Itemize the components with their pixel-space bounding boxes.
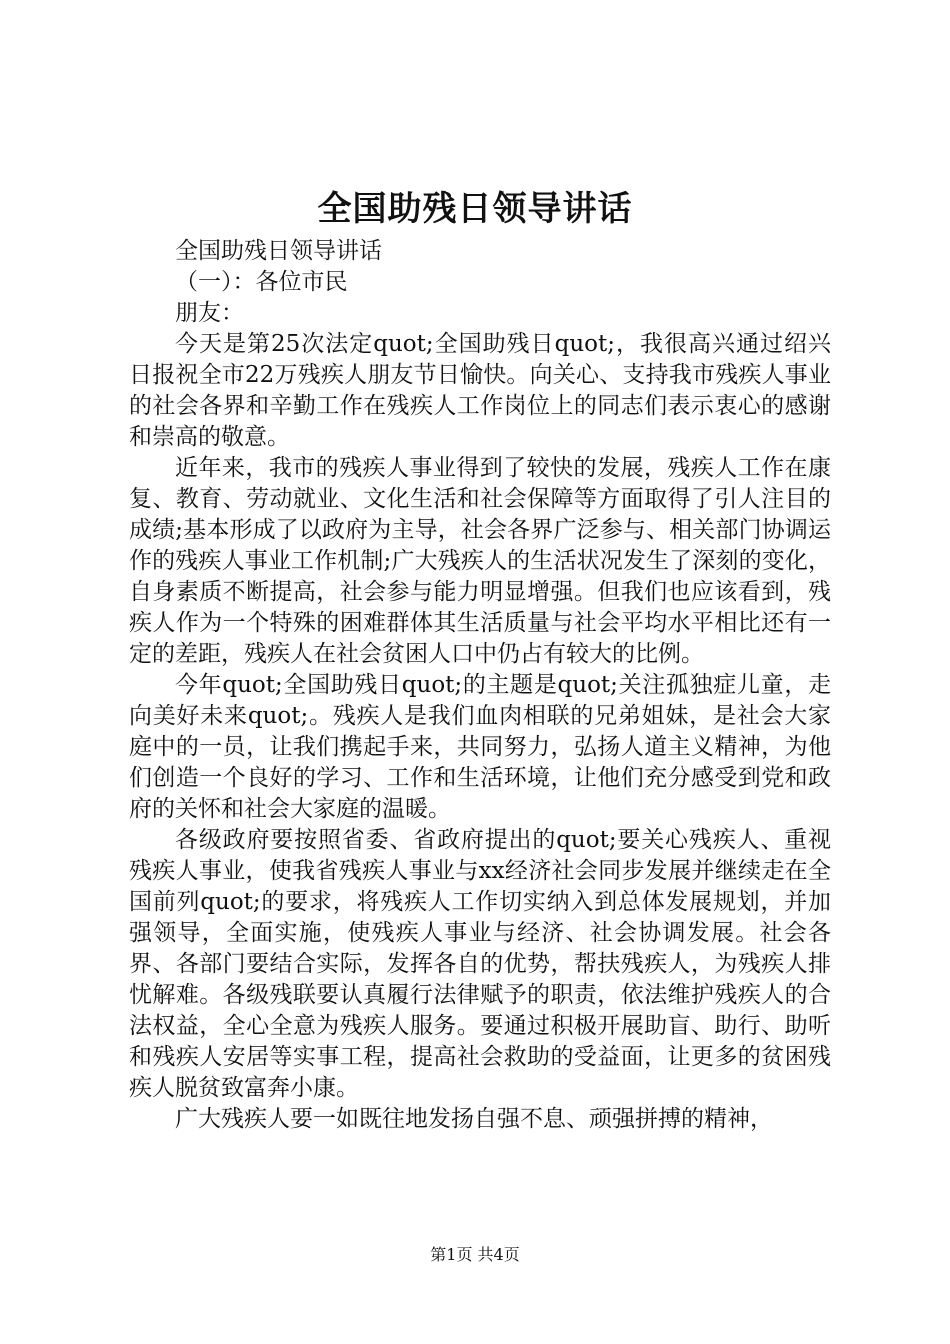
paragraph: 今年quot;全国助残日quot;的主题是quot;关注孤独症儿童，走向美好未来quot;。残疾人是我们血肉相联的兄弟姐妹，是社会大家庭中的一员，让我们携起手来，共同努力，弘扬人道主义精神，为他们创造一个良好的学习、工作和生活环境，让他们充分感受到党和政府的关怀和社会大家庭的温暖。 <box>129 672 831 822</box>
paragraph: （一）：各位市民 <box>175 269 348 295</box>
document-body <box>129 236 831 1135</box>
paragraph: 近年来，我市的残疾人事业得到了较快的发展，残疾人工作在康复、教育、劳动就业、文化生活和社会保障等方面取得了引人注目的成绩;基本形成了以政府为主导，社会各界广泛参与、相关部门协调运作的残疾人事业工作机制;广大残疾人的生活状况发生了深刻的变化，自身素质不断提高，社会参与能力明显增强。但我们也应该看到，残疾人作为一个特殊的困难群体其生活质量与社会平均水平相比还有一定的差距，残疾人在社会贫困人口中仍占有较大的比例。 <box>129 455 831 667</box>
page-number-footer: 第1页 共4页 <box>430 1245 520 1264</box>
paragraph: 广大残疾人要一如既往地发扬自强不息、顽强拼搏的精神， <box>175 1106 773 1132</box>
paragraph: 今天是第25次法定quot;全国助残日quot;，我很高兴通过绍兴日报祝全市22万残疾人朋友节日愉快。向关心、支持我市残疾人事业的社会各界和辛勤工作在残疾人工作岗位上的同志们表示衷心的感谢和崇高的敬意。 <box>129 331 831 450</box>
paragraph: 全国助残日领导讲话 <box>175 238 382 264</box>
paragraph: 朋友： <box>175 300 244 326</box>
paragraph: 各级政府要按照省委、省政府提出的quot;要关心残疾人、重视残疾人事业，使我省残疾人事业与xx经济社会同步发展并继续走在全国前列quot;的要求，将残疾人工作切实纳入到总体发展规划，并加强领导，全面实施，使残疾人事业与经济、社会协调发展。社会各界、各部门要结合实际，发挥各自的优势，帮扶残疾人，为残疾人排忧解难。各级残联要认真履行法律赋予的职责，依法维护残疾人的合法权益，全心全意为残疾人服务。要通过积极开展助盲、助行、助听和残疾人安居等实事工程，提高社会救助的受益面，让更多的贫困残疾人脱贫致富奔小康。 <box>129 827 831 1101</box>
document-title: 全国助残日领导讲话 <box>317 189 633 229</box>
